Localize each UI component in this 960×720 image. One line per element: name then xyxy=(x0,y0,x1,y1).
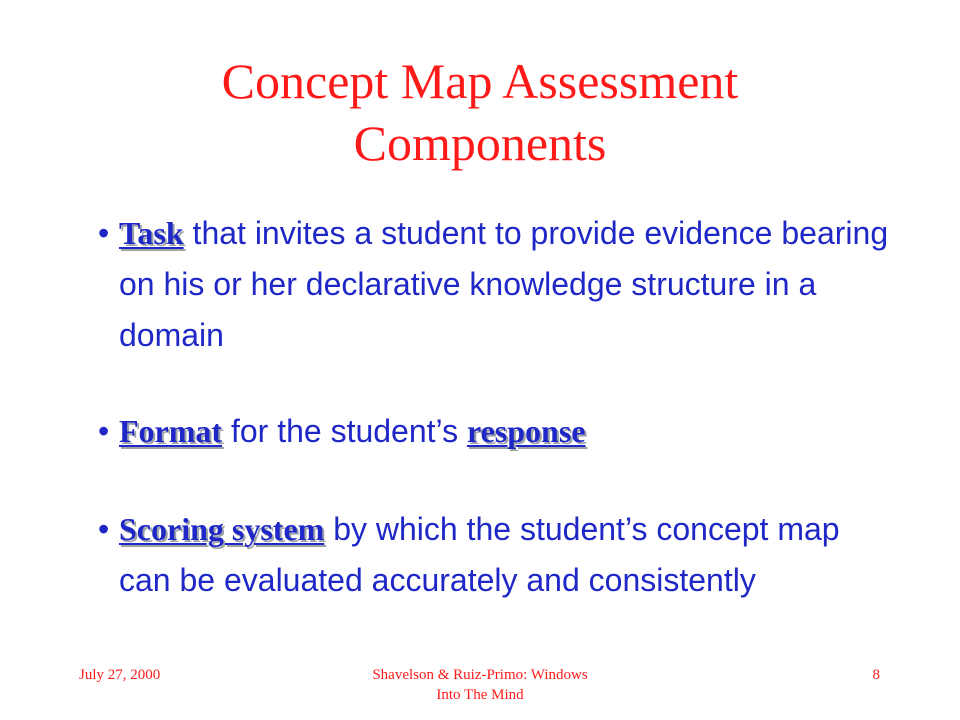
title-line-2: Components xyxy=(353,115,607,171)
bullet-dot: • xyxy=(98,511,110,547)
bullet-text xyxy=(119,208,898,361)
page-number: 8 xyxy=(872,667,880,683)
footer-source-line-2: Into The Mind xyxy=(436,687,524,703)
keyword-scoring-system: Scoring system xyxy=(119,511,325,547)
bullet-dot: • xyxy=(98,215,110,251)
bullet-item-format xyxy=(98,406,898,457)
bullet-body: that invites a student to provide evidence bearing on his or her declarative knowledge structure in a domain xyxy=(119,215,889,353)
bullet-body: by which the student’s concept map can be evaluated accurately and consistently xyxy=(119,511,840,598)
footer-source xyxy=(320,665,640,705)
bullet-text xyxy=(119,406,898,457)
footer-date: July 27, 2000 xyxy=(79,667,161,683)
bullet-text xyxy=(119,504,898,606)
bullet-item-task xyxy=(98,208,898,361)
footer-source-line-1: Shavelson & Ruiz-Primo: Windows xyxy=(372,667,588,683)
bullet-dot: • xyxy=(98,413,110,449)
keyword-response: response xyxy=(466,413,586,449)
bullet-body: for the student’s xyxy=(222,413,467,449)
title-line-1: Concept Map Assessment xyxy=(221,53,739,109)
keyword-format: Format xyxy=(119,413,223,449)
keyword-task: Task xyxy=(119,215,184,251)
bullet-item-scoring-system xyxy=(98,504,898,606)
slide-title xyxy=(80,50,880,174)
